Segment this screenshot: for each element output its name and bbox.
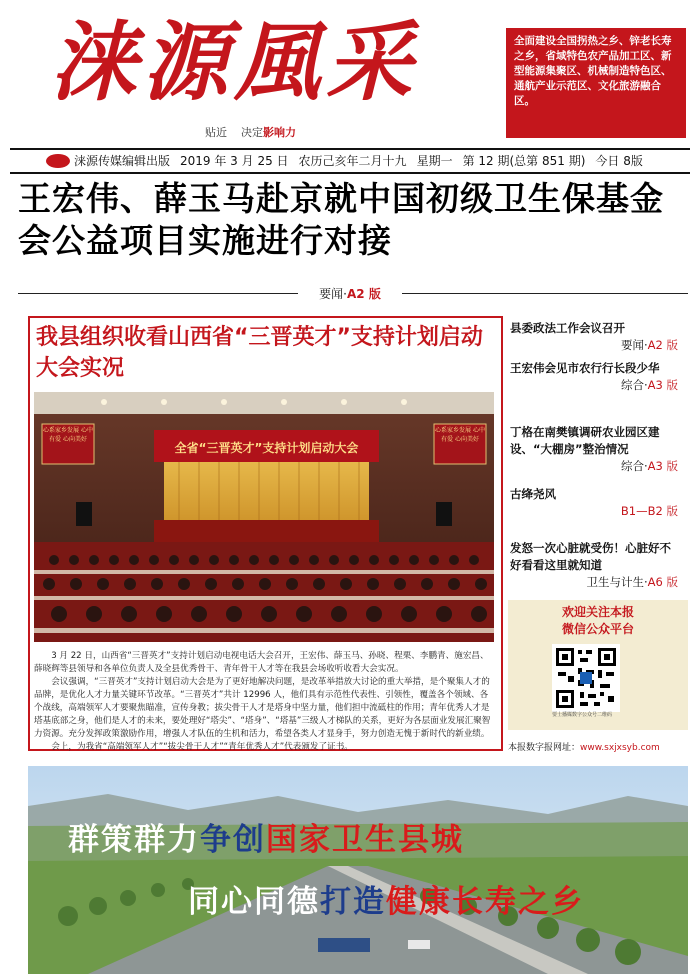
slogan-part-1: 贴近 <box>205 126 227 139</box>
story-title[interactable]: 我县组织收看山西省“三晋英才”支持计划启动大会实况 <box>36 325 483 381</box>
index-item[interactable] <box>510 486 678 520</box>
index-item-section: 综合· <box>621 459 648 473</box>
banner-line-1-part-a: 群策群力 <box>68 822 200 858</box>
website-url[interactable]: www.sxjxsyb.com <box>580 743 660 753</box>
index-item[interactable] <box>510 360 678 394</box>
conference-hall-illustration <box>34 392 494 642</box>
website-label: 本报数字报网址： <box>508 743 581 753</box>
banner-line-2 <box>188 876 584 921</box>
story-paragraph: 3 月 22 日，山西省“三晋英才”支持计划启动电视电话大会召开，王宏伟、薛玉马、孙晓、程栗、李鹏青、施宏昌、薛晓辉等县领导和各单位负责人及全县优秀骨干、青年骨干人才等在我县会场收听收看大会实况。 <box>34 651 489 674</box>
masthead-slogan <box>205 124 405 140</box>
index-item-title: 王宏伟会见市农行行长段少华 <box>510 361 660 375</box>
index-item[interactable] <box>510 540 678 591</box>
index-item-title: 丁格在南樊镇调研农业园区建设、“大棚房”整治情况 <box>510 425 660 456</box>
index-item-page: A3 版 <box>647 378 678 392</box>
index-item-title: 县委政法工作会议召开 <box>510 321 625 335</box>
banner-line-1-part-c: 国家卫生县城 <box>266 822 464 858</box>
headline-ref-label: 要闻· <box>319 287 347 301</box>
banner-line-1-part-b: 争创 <box>200 822 266 858</box>
qr-caption: 要士播媒数字公众号二维码 <box>552 712 613 718</box>
story-body <box>34 650 494 754</box>
banner-line-2-part-b: 打造 <box>320 884 386 920</box>
index-item-title: 古绛尧风 <box>510 487 556 501</box>
photo-left-panel: 心系家乡发展 心中有爱 心向美好 <box>43 427 93 443</box>
index-item-page: B1—B2 版 <box>620 504 678 518</box>
qr-code-icon[interactable] <box>552 644 620 712</box>
lunar-date: 农历己亥年二月十九 <box>298 154 407 168</box>
bottom-banner <box>28 766 688 974</box>
promo-box: 全面建设全国拐热之乡、锌老长寿之乡，省域特色农产品加工区、新型能源集聚区、机械制造特色区、通航产业示范区、文化旅游融合区。 <box>506 28 686 138</box>
website-line <box>508 740 690 753</box>
issue-number: 第 12 期(总第 851 期) <box>462 154 586 168</box>
publisher-logo-icon <box>46 154 70 168</box>
index-item[interactable] <box>510 424 678 475</box>
banner-line-2-part-a: 同心同德 <box>188 884 320 920</box>
wechat-line-2: 微信公众平台 <box>561 622 634 636</box>
wechat-title <box>508 604 688 638</box>
index-item-title: 发怒一次心脏就受伤！心脏好不好看看这里就知道 <box>510 541 671 572</box>
wechat-line-1: 欢迎关注本报 <box>561 605 634 619</box>
page-count: 今日 8版 <box>595 154 643 168</box>
banner-line-2-part-c: 健康长寿之乡 <box>386 884 584 920</box>
date: 2019 年 3 月 25 日 <box>180 154 289 168</box>
masthead-title: 涞源風采 <box>50 12 418 113</box>
story-photo <box>34 392 494 642</box>
index-item-section: 要闻· <box>621 338 648 352</box>
landscape-illustration <box>28 766 688 974</box>
headline-page-ref[interactable] <box>0 285 700 302</box>
publisher: 涞源传媒编辑出版 <box>74 154 171 168</box>
slogan-part-2: 决定 <box>241 126 263 139</box>
index-item-page: A3 版 <box>647 459 678 473</box>
story-paragraph: 会议强调，“三晋英才”支持计划启动大会是为了更好地解决问题，是改革举措放大讨论的重大举措，是个聚集人才的品牌，是优化人才力量关键环节改革。“三晋英才”共计 12996 人，他们具有示范性代表性、引领性，覆盖各个领域、各个战线，高端领军人才要聚焦瞄准，宣传身教；拔尖骨干人才是塔身中坚力量，他们担中流砥柱的作用；青年优秀人才是塔基底部之身，他们是人才的未来，要处理好“塔尖”、“塔身”、“塔基”三级人才梯队的关系，更好为各层面业发展汇聚智力资源。充分发挥政策激励作用，增强人才队伍的生机和活力，希望各类人才显身手，努力创造无愧于新时代的新业绩。 <box>34 677 491 739</box>
banner-line-1 <box>68 814 464 859</box>
photo-right-panel: 心系家乡发展 心中有爱 心向美好 <box>435 427 485 443</box>
weekday: 星期一 <box>416 154 453 168</box>
index-item[interactable] <box>510 320 678 354</box>
index-item-section: 卫生与计生· <box>586 575 648 589</box>
index-item-page: A2 版 <box>647 338 678 352</box>
headline-ref-page: A2 版 <box>347 287 381 301</box>
dateline-bar <box>10 148 690 174</box>
index-item-page: A6 版 <box>647 575 678 589</box>
index-item-section: 综合· <box>621 378 648 392</box>
story-paragraph: 会上，为我省“高端领军人才”“拔尖骨干人才”“青年优秀人才”代表颁发了证书。 <box>51 742 353 752</box>
main-headline[interactable]: 王宏伟、薛玉马赴京就中国初级卫生保基金会公益项目实施进行对接 <box>18 179 664 260</box>
qr-code-graphic <box>554 646 618 710</box>
slogan-part-3: 影响力 <box>263 126 296 139</box>
photo-banner-text: 全省“三晋英才”支持计划启动大会 <box>174 441 359 455</box>
